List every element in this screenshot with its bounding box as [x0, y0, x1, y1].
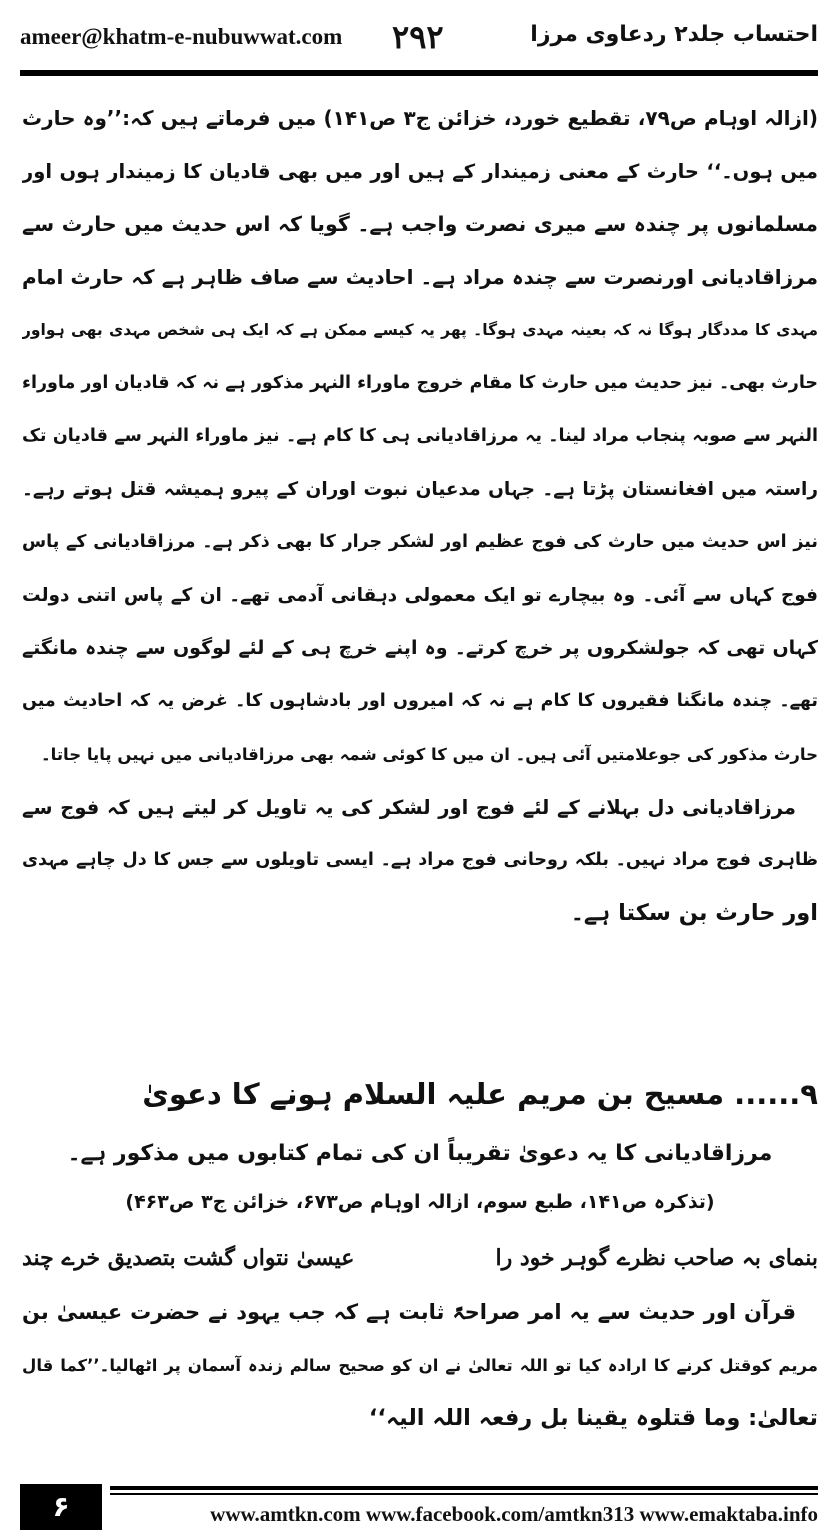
text-line: کہاں تھی کہ جولشکروں پر خرچ کرتے۔ وہ اپنے خرچ ہی کے لئے لوگوں سے چندہ مانگتے — [22, 637, 818, 659]
footer-links[interactable]: www.amtkn.com www.facebook.com/amtkn313 www.emaktaba.info — [210, 1502, 818, 1526]
text-line: مہدی کا مددگار ہوگا نہ کہ بعینہ مہدی ہوگا۔ پھر یہ کیسے ممکن ہے کہ ایک ہی شخص مہدی بھی ہواور — [22, 321, 818, 339]
section-intro: مرزاقادیانی کا یہ دعویٰ تقریباً ان کی تمام کتابوں میں مذکور ہے۔ — [67, 1141, 773, 1166]
header-email[interactable]: ameer@khatm-e-nubuwwat.com — [20, 24, 343, 49]
text-line: تھے۔ چندہ مانگنا فقیروں کا کام ہے نہ کہ امیروں اور بادشاہوں کا۔ غرض یہ کہ احادیث میں — [22, 691, 818, 711]
text-line: مریم کوقتل کرنے کا ارادہ کیا تو اللہ تعالیٰ نے ان کو صحیح سالم زندہ آسمان پر اٹھالیا۔’’کما قال — [22, 1356, 818, 1375]
persian-couplet — [22, 1232, 818, 1284]
text-line: حارث مذکور کی جوعلامتیں آئی ہیں۔ ان میں کا کوئی شمہ بھی مرزاقادیانی میں نہیں پایا جاتا۔ — [40, 745, 818, 764]
text-line: فوج کہاں سے آئی۔ وہ بیچارے تو ایک معمولی دہقانی آدمی تھے۔ ان کے پاس اتنی دولت — [22, 585, 818, 606]
page-number: ۲۹۲ — [392, 18, 444, 56]
book-title: احتساب جلد۲ ردعاوی مرزا — [530, 22, 818, 47]
section-heading: ۹...... مسیح بن مریم علیہ السلام ہونے کا دعویٰ — [142, 1077, 818, 1111]
text-line: تعالیٰ: وما قتلوہ یقینا بل رفعہ اللہ الیہ‘‘ — [368, 1405, 818, 1431]
footer-badge: ۶ — [20, 1484, 102, 1530]
text-line: اور حارث بن سکتا ہے۔ — [570, 900, 818, 926]
text-line: النہر سے صوبہ پنجاب مراد لینا۔ یہ مرزاقادیانی ہی کا کام ہے۔ نیز ماوراء النہر سے قادیان تک — [22, 426, 818, 446]
page-header — [20, 18, 818, 66]
text-line: قرآن اور حدیث سے یہ امر صراحۃً ثابت ہے کہ جب یہود نے حضرت عیسیٰ بن — [22, 1300, 796, 1324]
couplet-first-hemistich: بنمای بہ صاحب نظرے گوہر خود را — [495, 1245, 818, 1271]
couplet-second-hemistich: عیسیٰ نتواں گشت بتصدیق خرے چند — [22, 1245, 355, 1271]
body-text-continued — [22, 1286, 818, 1445]
text-line: راستہ میں افغانستان پڑتا ہے۔ جہاں مدعیان نبوت اوران کے پیرو ہمیشہ قتل ہوتے رہے۔ — [22, 479, 818, 500]
text-line: مرزاقادیانی دل بہلانے کے لئے فوج اور لشکر کی یہ تاویل کر لیتے ہیں کہ فوج سے — [22, 796, 796, 819]
body-text — [22, 92, 818, 940]
footer-rule-thin — [110, 1493, 818, 1495]
text-line: مرزاقادیانی اورنصرت سے چندہ مراد ہے۔ احادیث سے صاف ظاہر ہے کہ حارث امام — [22, 265, 818, 289]
text-line: نیز اس حدیث میں حارث کی فوج عظیم اور لشکر جرار کا بھی ذکر ہے۔ مرزاقادیانی کے پاس — [22, 532, 818, 552]
section-reference: (تذکرہ ص۱۴۱، طبع سوم، ازالہ اوہام ص۶۷۳، خزائن ج۳ ص۴۶۳) — [125, 1191, 715, 1213]
text-line: (ازالہ اوہام ص۷۹، تقطیع خورد، خزائن ج۳ ص۱۴۱) میں فرماتے ہیں کہ:’’وہ حارث — [22, 106, 818, 130]
text-line: مسلمانوں پر چندہ سے میری نصرت واجب ہے۔ گویا کہ اس حدیث میں حارث سے — [22, 212, 818, 236]
text-line: میں ہوں۔‘‘ حارث کے معنی زمیندار کے ہیں اور میں بھی قادیان کا زمیندار ہوں اور — [22, 160, 818, 183]
text-line: ظاہری فوج مراد نہیں۔ بلکہ روحانی فوج مراد ہے۔ ایسی تاویلوں سے جس کا دل چاہے مہدی — [22, 850, 818, 870]
footer-rule — [110, 1486, 818, 1490]
text-line: حارث بھی۔ نیز حدیث میں حارث کا مقام خروج ماوراء النہر مذکور ہے نہ کہ قادیان اور ماوراء — [22, 373, 818, 393]
header-rule — [20, 70, 818, 76]
